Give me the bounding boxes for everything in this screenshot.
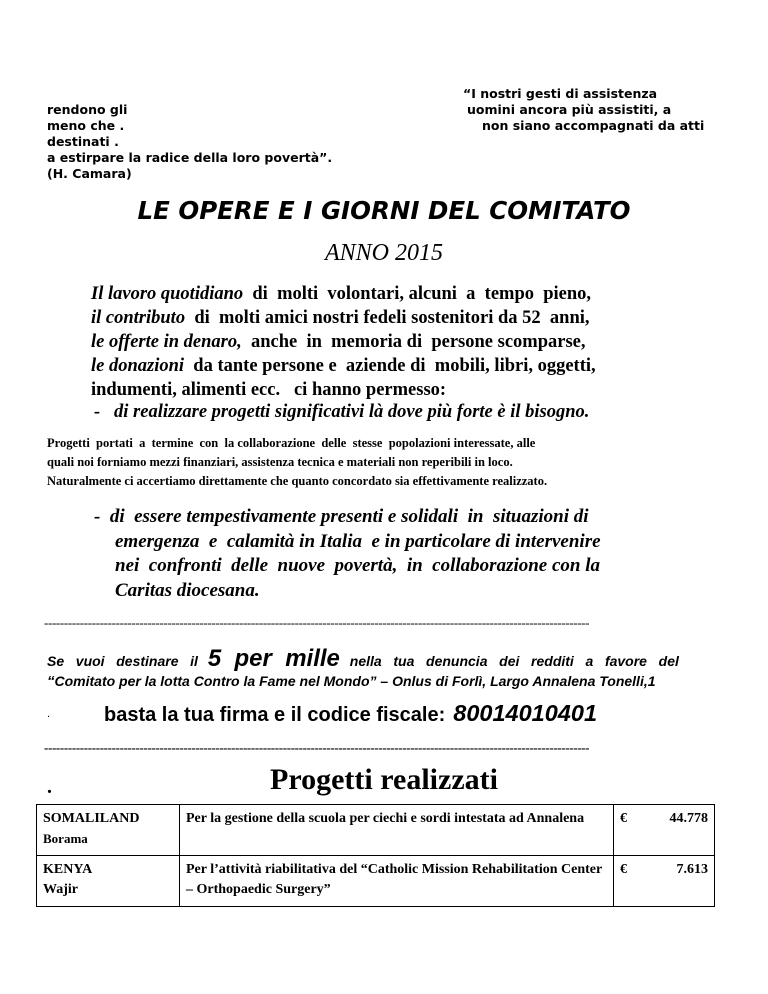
description-cell: Per l’attività riabilitativa del “Catholic Mission Rehabilitation Center – Orthopaedic Surgery” <box>180 856 614 907</box>
quote-line-4: destinati . <box>47 134 119 149</box>
codice-fiscale: 80014010401 <box>453 700 598 726</box>
quote-line-1: “I nostri gesti di assistenza <box>463 86 658 101</box>
country-cell <box>37 805 180 856</box>
quote-line-3-right: non siano accompagnati da atti <box>482 118 705 133</box>
quote-author: (H. Camara) <box>47 166 132 181</box>
projects-line-3: Naturalmente ci accertiamo direttamente che quanto concordato sia effettivamente realizzato. <box>47 474 548 488</box>
firma-line <box>104 700 597 727</box>
emergency-line-1: - di essere tempestivamente presenti e solidali in situazioni di <box>94 506 589 527</box>
table-row <box>37 805 715 856</box>
year-heading: ANNO 2015 <box>324 240 443 266</box>
per-mille-org-line <box>47 673 656 690</box>
per-mille-post: nella tua denuncia dei redditi a favore del <box>349 653 679 669</box>
description-cell: Per la gestione della scuola per ciechi e sordi intestata ad Annalena <box>180 805 614 856</box>
firma-text: basta la tua firma e il codice fiscale: <box>104 704 446 726</box>
section-title: Progetti realizzati <box>270 763 498 796</box>
intro-text-4: da tante persone e aziende di mobili, libri, oggetti, <box>184 356 596 376</box>
per-mille-pre: Se vuoi destinare il <box>47 653 198 669</box>
place-name: Borama <box>43 831 88 846</box>
per-mille-line <box>47 645 679 673</box>
intro-em-3: le offerte in denaro, <box>91 332 242 352</box>
quote-line-2-right: uomini ancora più assistiti, a <box>467 102 672 117</box>
amount-cell: 44.778 <box>650 805 715 856</box>
intro-text-2: di molti amici nostri fedeli sostenitori da 52 anni, <box>185 308 590 328</box>
country-cell <box>37 856 180 907</box>
org-text: Comitato per la lotta Contro la Fame nel Mondo” – Onlus di Forlì, Largo Annalena Tonelli,1 <box>54 673 656 689</box>
intro-text-1: di molti volontari, alcuni a tempo pieno, <box>243 284 592 304</box>
quote-line-2-left: rendono gli <box>47 102 128 117</box>
currency-cell: € <box>614 856 651 907</box>
divider-1: ----------------------------------------------------------------------------------------------------------------------------------------- <box>44 615 590 630</box>
quote-line-5: a estirpare la radice della loro povertà”. <box>47 150 333 165</box>
projects-table <box>36 804 715 907</box>
projects-line-1: Progetti portati a termine con la collaborazione delle stesse popolazioni interessate, alle <box>47 436 536 450</box>
intro-paragraph <box>91 282 596 402</box>
country-name: SOMALILAND <box>43 811 140 826</box>
amount-cell: 7.613 <box>650 856 715 907</box>
place-name: Wajir <box>43 882 78 897</box>
bullet-projects: - di realizzare progetti significativi là dove più forte è il bisogno. <box>94 402 590 422</box>
emergency-line-2: emergenza e calamità in Italia e in particolare di intervenire <box>115 530 601 552</box>
table-row <box>37 856 715 907</box>
section-dot: . <box>47 776 52 798</box>
org-open-quote: “ <box>47 673 55 690</box>
intro-em-4: le donazioni <box>91 356 185 376</box>
intro-line-2 <box>91 306 596 330</box>
per-mille-big: 5 per mille <box>207 645 340 672</box>
intro-line-1 <box>91 282 596 306</box>
intro-line-5: indumenti, alimenti ecc. ci hanno permesso: <box>91 380 447 400</box>
intro-em-1: Il lavoro quotidiano <box>91 284 244 304</box>
page-title: LE OPERE E I GIORNI DEL COMITATO <box>137 196 631 225</box>
emergency-line-4: Caritas diocesana. <box>115 580 260 602</box>
emergency-line-3: nei confronti delle nuove povertà, in collaborazione con la <box>115 555 601 577</box>
currency-cell: € <box>614 805 651 856</box>
intro-text-3: anche in memoria di persone scomparse, <box>241 332 586 352</box>
bullet-emergency <box>94 505 601 604</box>
intro-em-2: il contributo <box>91 308 186 328</box>
country-name: KENYA <box>43 862 93 877</box>
quote-line-3-left: meno che . <box>47 118 125 133</box>
firma-dot: . <box>47 708 51 720</box>
projects-line-2: quali noi forniamo mezzi finanziari, assistenza tecnica e materiali non reperibili in loco. <box>47 455 513 469</box>
divider-2: ----------------------------------------------------------------------------------------------------------------------------------------- <box>44 740 590 755</box>
intro-line-4 <box>91 354 596 378</box>
projects-paragraph <box>47 434 547 491</box>
intro-line-3 <box>91 330 596 354</box>
